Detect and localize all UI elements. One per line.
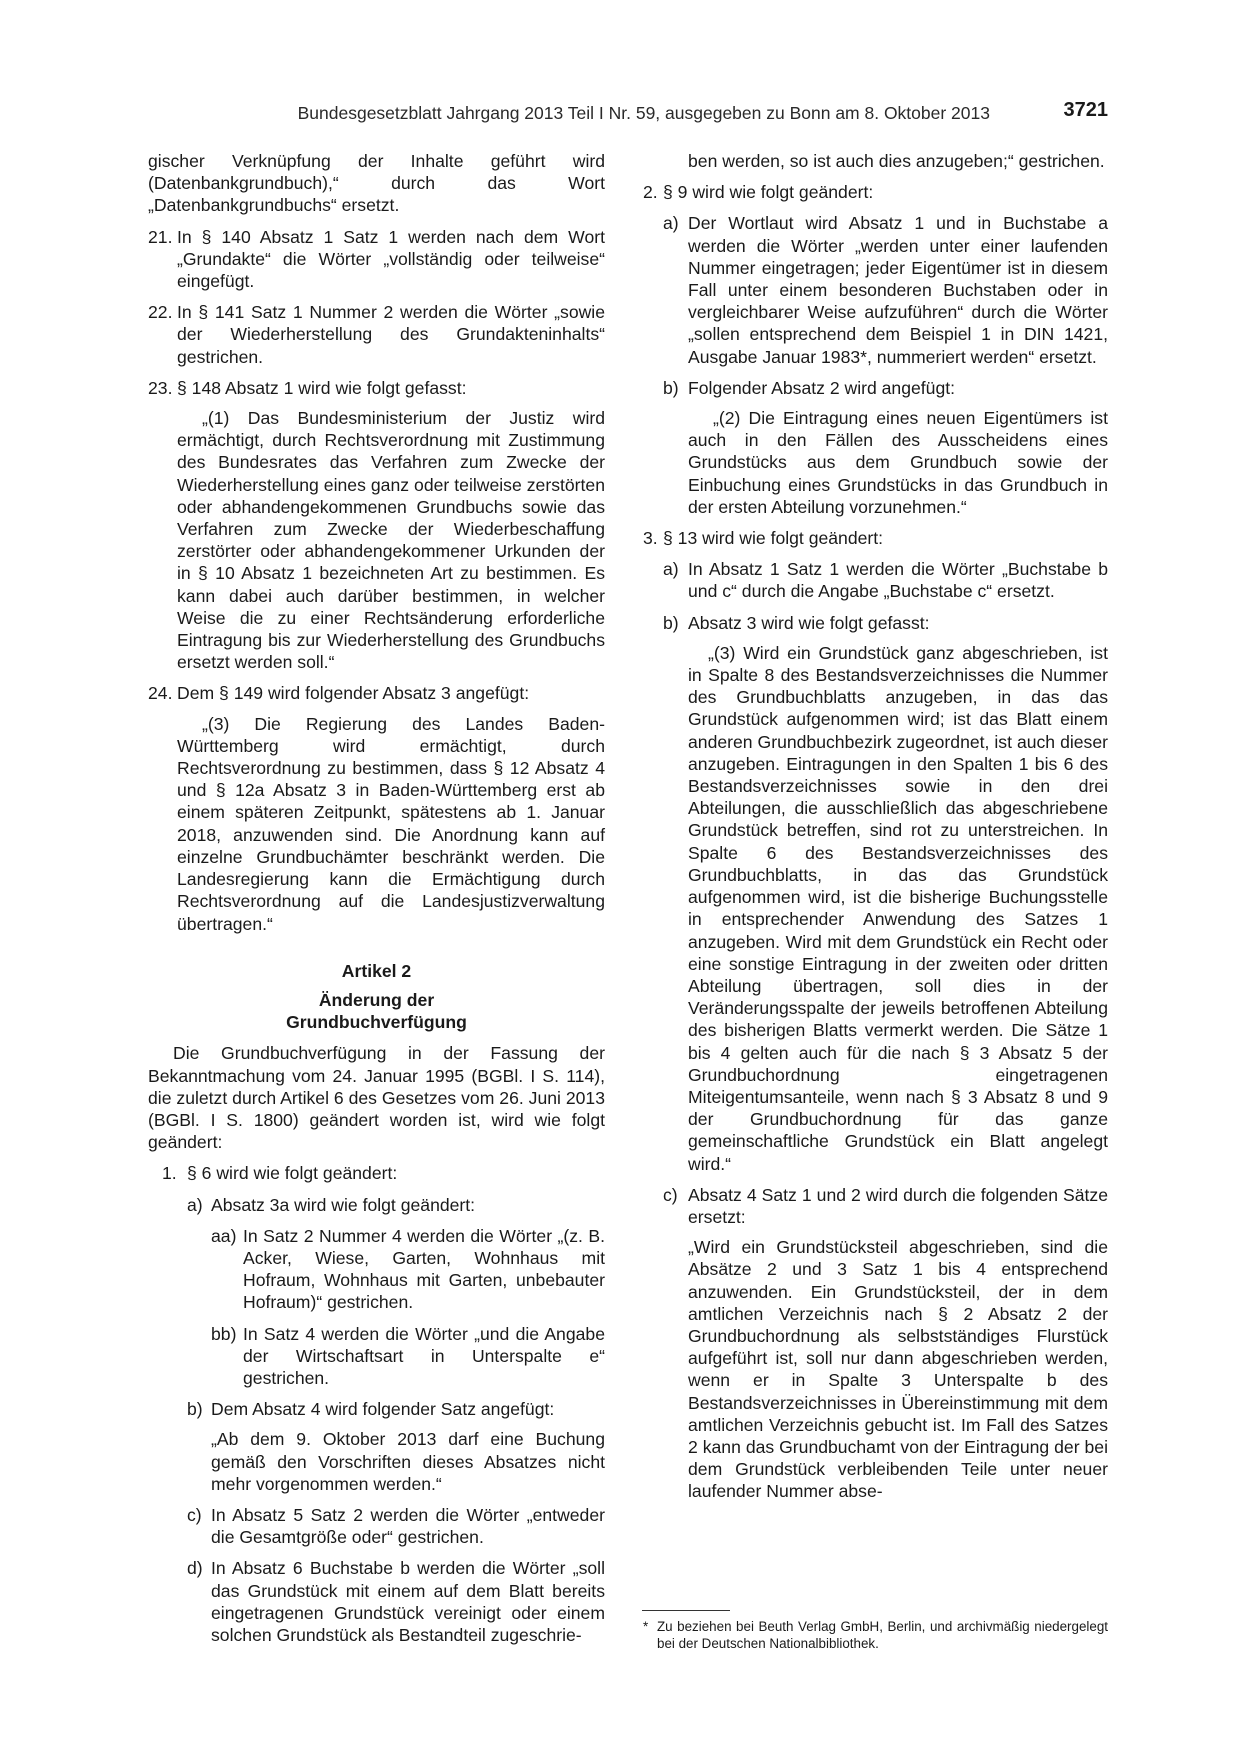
list-item — [211, 1225, 605, 1314]
item-label: 21. — [148, 226, 173, 247]
item-label: 1. — [162, 1163, 177, 1184]
quoted-text: „(3) Die Regierung des Landes Baden-Württemberg wird ermächtigt, durch Rechtsverordnung zu bestimmen, dass § 12 Absatz 4 und § 12a Absatz 3 in Baden-Württemberg erst ab einem späteren Zeitpunkt, spätestens ab 1. Januar 2018, anzuwenden sind. Die Anordnung kann auf einzelne Grundbuchämter beschränkt werden. Die Landesregierung kann die Ermächtigung durch Rechtsverordnung auf die Landesjustizverwaltung übertragen.“ — [177, 713, 605, 934]
list-item — [187, 1504, 605, 1548]
item-text: Folgender Absatz 2 wird angefügt: — [688, 377, 956, 398]
item-label: 2. — [643, 182, 658, 203]
item-label: d) — [187, 1558, 203, 1579]
list-item — [148, 377, 605, 399]
article-subtitle-line-2: Grundbuchverfügung — [286, 1012, 467, 1033]
footnote — [643, 1618, 1108, 1652]
list-item — [148, 682, 605, 704]
list-item — [663, 612, 1108, 634]
continuation-text: ben werden, so ist auch dies anzugeben;“ gestrichen. — [688, 151, 1105, 171]
list-item — [187, 1398, 605, 1420]
item-label: 3. — [643, 528, 658, 549]
item-label: aa) — [211, 1225, 237, 1246]
list-item — [162, 1162, 605, 1184]
item-label: a) — [663, 213, 679, 234]
quoted-text: „(2) Die Eintragung eines neuen Eigentümers ist auch in den Fällen des Ausscheidens eines Grundstücks aus dem Grundbuch sowie der Einbuchung eines Grundstücks in das Grundbuch in der ersten Abteilung vorzunehmen.“ — [688, 408, 1108, 517]
list-item — [663, 1184, 1108, 1228]
item-text: In § 140 Absatz 1 Satz 1 werden nach dem Wort „Grundakte“ die Wörter „vollständig oder teilweise“ eingefügt. — [177, 226, 605, 292]
list-item — [663, 212, 1108, 367]
item-text: Der Wortlaut wird Absatz 1 und in Buchstabe a werden die Wörter „werden unter einer laufenden Nummer eingetragen; jeder Eigentümer ist in diesem Fall unter einem besonderen Buchstaben oder in vergleichbarer Weise aufzuführen“ durch die Wörter „sollen entsprechend dem Beispiel 1 in DIN 1421, Ausgabe Januar 1983*, nummeriert werden“ ersetzt. — [688, 213, 1108, 367]
list-item — [211, 1323, 605, 1390]
item-label: b) — [663, 612, 679, 633]
item-label: 24. — [148, 683, 173, 704]
list-item — [187, 1557, 605, 1646]
footnote-text: Zu beziehen bei Beuth Verlag GmbH, Berlin, und archivmäßig niedergelegt bei der Deutschen Nationalbibliothek. — [657, 1619, 1108, 1651]
quoted-text: „Wird ein Grundstücksteil abgeschrieben, sind die Absätze 2 und 3 Satz 1 bis 4 entsprechend anzuwenden. Ein Grundstücksteil, der in dem amtlichen Verzeichnis nach § 2 Absatz 2 der Grundbuchordnung als selbstständiges Flurstück aufgeführt ist, soll nur dann abgeschrieben werden, wenn er in Spalte 3 Unterspalte b des Bestandsverzeichnisses in Übereinstimmung mit dem amtlichen Verzeichnis gebucht ist. Im Fall des Satzes 2 kann das Grundbuchamt von der Eintragung der bei dem Grundstück verbleibenden Teile unter neuer laufender Nummer abse- — [688, 1237, 1108, 1502]
item-label: c) — [663, 1184, 678, 1205]
footnote-mark: * — [643, 1619, 649, 1634]
item-label: b) — [663, 377, 679, 398]
item-text: In Satz 2 Nummer 4 werden die Wörter „(z. B. Acker, Wiese, Garten, Wohnhaus mit Hofraum, Wohnhaus mit Garten, unbebauter Hofraum)“ gestrichen. — [243, 1225, 605, 1313]
item-text: In § 141 Satz 1 Nummer 2 werden die Wörter „sowie der Wiederherstellung des Grundakteninhalts“ gestrichen. — [177, 302, 605, 367]
list-item — [148, 226, 605, 293]
item-text: In Satz 4 werden die Wörter „und die Angabe der Wirtschaftsart in Unterspalte e“ gestrichen. — [243, 1323, 605, 1388]
quoted-text: „Ab dem 9. Oktober 2013 darf eine Buchung gemäß den Vorschriften dieses Absatzes nicht mehr vorgenommen werden.“ — [211, 1429, 605, 1494]
item-label: 23. — [148, 377, 173, 398]
header-title: Bundesgesetzblatt Jahrgang 2013 Teil I Nr. 59, ausgegeben zu Bonn am 8. Oktober 2013 — [297, 103, 990, 123]
article-title: Artikel 2 — [341, 960, 412, 981]
item-label: b) — [187, 1399, 203, 1420]
page-header — [140, 99, 1108, 129]
continuation-text: gischer Verknüpfung der Inhalte geführt wird (Datenbankgrundbuch),“ durch das Wort „Datenbankgrundbuchs“ ersetzt. — [148, 151, 605, 216]
list-item — [663, 377, 1108, 399]
item-text: § 9 wird wie folgt geändert: — [663, 182, 874, 203]
quoted-text: „(3) Wird ein Grundstück ganz abgeschrieben, ist in Spalte 8 des Bestandsverzeichnisses die Nummer des Grundbuchblatts anzugeben, in das das Grundstück aufgenommen wird; ist das Blatt einem anderen Grundbuchbezirk zugeordnet, ist auch dieser anzugeben. Eintragungen in den Spalten 1 bis 6 des Bestandsverzeichnisses sowie in den drei Abteilungen, die ausschließlich das abgeschriebene Grundstück betreffen, sind rot zu unterstreichen. In Spalte 6 des Bestandsverzeichnisses des Grundbuchblatts, in das das Grundstück aufgenommen wird, ist die bisherige Buchungsstelle in entsprechender Anwendung des Satzes 1 anzugeben. Wird mit dem Grundstück ein Recht oder eine sonstige Eintragung in der zweiten oder dritten Abteilung übertragen, soll dies in der Veränderungsspalte der jeweils betroffenen Abteilung des bisherigen Blatts vermerkt werden. Die Sätze 1 bis 4 gelten auch für die nach § 3 Absatz 5 der Grundbuchordnung eingetragenen Miteigentumsanteile, wenn nach § 3 Absatz 8 und 9 der Grundbuchordnung für das ganze gemeinschaftliche Grundstück ein Blatt angelegt wird.“ — [688, 642, 1108, 1174]
left-column — [148, 150, 605, 1646]
item-text: In Absatz 5 Satz 2 werden die Wörter „entweder die Gesamtgröße oder“ gestrichen. — [211, 1504, 605, 1548]
list-item — [663, 558, 1108, 602]
item-text: Absatz 3a wird wie folgt geändert: — [211, 1194, 476, 1215]
item-label: bb) — [211, 1323, 237, 1344]
footnote-divider — [642, 1610, 730, 1611]
quoted-text: „(1) Das Bundesministerium der Justiz wird ermächtigt, durch Rechtsverordnung mit Zustimmung des Bundesrates das Verfahren zum Zwecke der Wiederherstellung eines ganz oder teilweise zerstörten oder abhandengekommenen Grundbuchs sowie das Verfahren zum Zwecke der Wiederbeschaffung zerstörter oder abhandengekommener Urkunden der in § 10 Absatz 1 bezeichneten Art zu bestimmen. Es kann dabei auch darüber bestimmen, in welcher Weise die zu einer Rechtsänderung erforderliche Eintragung bis zur Wiederherstellung des Grundbuchs ersetzt werden soll.“ — [177, 408, 605, 673]
item-text: § 148 Absatz 1 wird wie folgt gefasst: — [177, 377, 467, 398]
list-item — [643, 527, 1108, 549]
list-item — [643, 181, 1108, 203]
item-text: In Absatz 6 Buchstabe b werden die Wörter „soll das Grundstück mit einem auf dem Blatt bereits eingetragenen Grundstück vereinigt oder einem solchen Grundstück als Bestandteil zugeschrie- — [211, 1558, 605, 1645]
item-text: § 13 wird wie folgt geändert: — [663, 528, 884, 549]
item-text: § 6 wird wie folgt geändert: — [187, 1163, 398, 1184]
page-number: 3721 — [1063, 99, 1108, 121]
list-item — [148, 301, 605, 368]
item-label: a) — [663, 559, 679, 580]
article-subtitle-line-1: Änderung der — [318, 989, 435, 1010]
item-text: Dem § 149 wird folgender Absatz 3 angefügt: — [177, 683, 530, 704]
item-text: In Absatz 1 Satz 1 werden die Wörter „Buchstabe b und c“ durch die Angabe „Buchstabe c“ ersetzt. — [688, 559, 1108, 602]
item-text: Dem Absatz 4 wird folgender Satz angefügt: — [211, 1399, 555, 1420]
item-label: 22. — [148, 302, 173, 323]
item-text: Absatz 4 Satz 1 und 2 wird durch die folgenden Sätze ersetzt: — [688, 1184, 1108, 1227]
item-label: a) — [187, 1194, 203, 1215]
intro-paragraph: Die Grundbuchverfügung in der Fassung der Bekanntmachung vom 24. Januar 1995 (BGBl. I S. 114), die zuletzt durch Artikel 6 des Gesetzes vom 26. Juni 2013 (BGBl. I S. 1800) geändert worden ist, wird wie folgt geändert: — [148, 1043, 605, 1153]
list-item — [187, 1194, 605, 1216]
item-text: Absatz 3 wird wie folgt gefasst: — [688, 612, 930, 633]
item-label: c) — [187, 1504, 202, 1525]
right-column — [643, 150, 1108, 1503]
